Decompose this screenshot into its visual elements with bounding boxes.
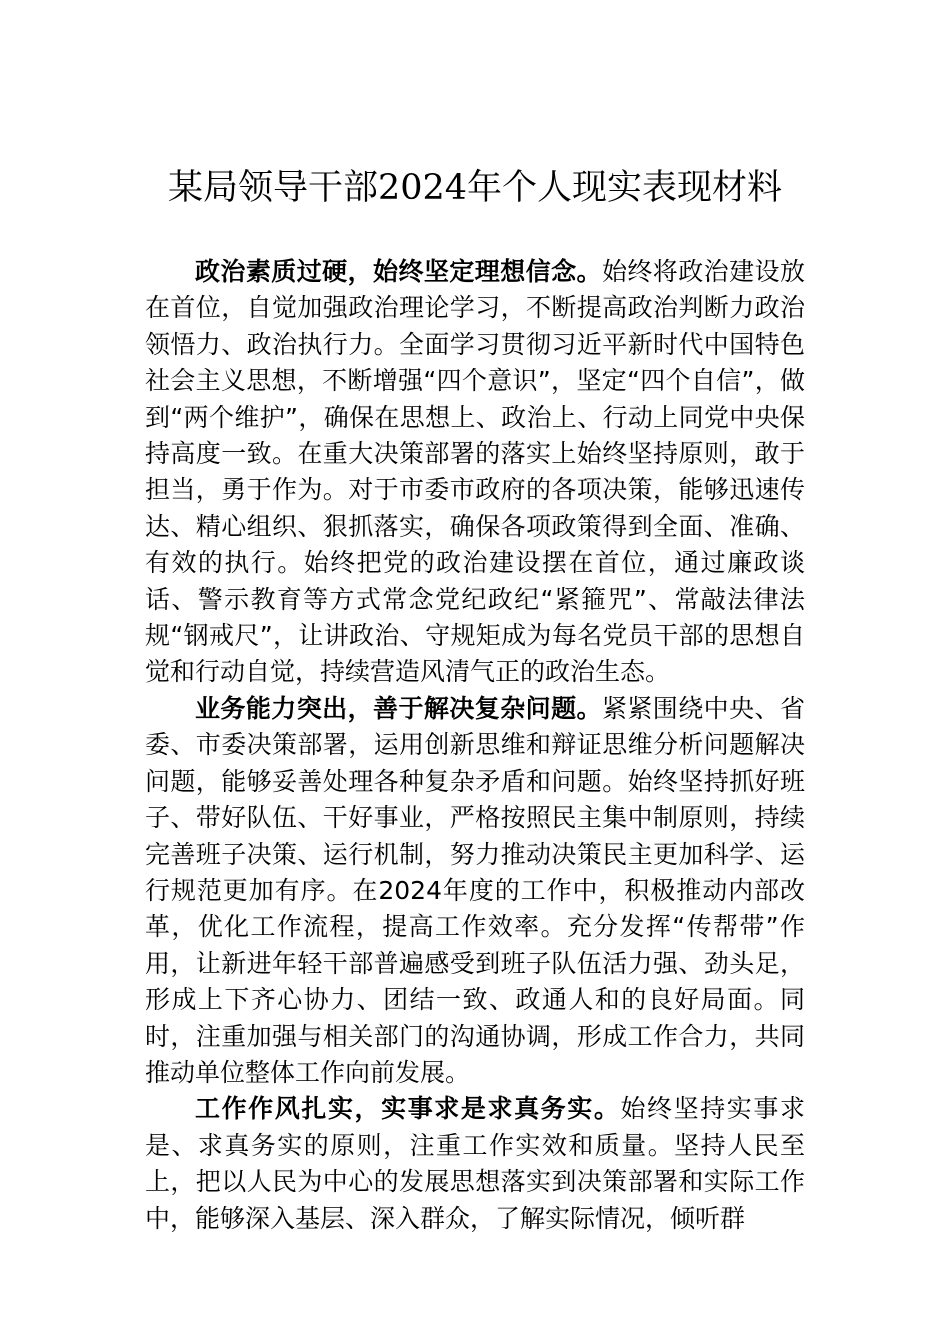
paragraph-business-ability (145, 691, 805, 1091)
paragraph-lead: 政治素质过硬，始终坚定理想信念。 (195, 257, 602, 286)
document-body (145, 254, 805, 1237)
paragraph-lead: 业务能力突出，善于解决复杂问题。 (195, 693, 602, 723)
paragraph-text: 始终将政治建设放在首位，自觉加强政治理论学习，不断提高政治判断力政治领悟力、政治执行力。全面学习贯彻习近平新时代中国特色社会主义思想，不断增强“四个意识”，坚定“四个自信”，做到“两个维护”，确保在思想上、政治上、行动上同党中央保持高度一致。在重大决策部署的落实上始终坚持原则，敢于担当，勇于作为。对于市委市政府的各项决策，能够迅速传达、精心组织、狠抓落实，确保各项政策得到全面、准确、有效的执行。始终把党的政治建设摆在首位，通过廉政谈话、警示教育等方式常念党纪政纪“紧箍咒”、常敲法律法规“钢戒尺”，让讲政治、守规矩成为每名党员干部的思想自觉和行动自觉，持续营造风清气正的政治生态。 (145, 257, 805, 687)
paragraph-work-style (145, 1091, 805, 1237)
paragraph-lead: 工作作风扎实，实事求是求真务实。 (195, 1094, 621, 1124)
document-title: 某局领导干部2024年个人现实表现材料 (167, 168, 783, 208)
paragraph-political-quality (145, 254, 805, 691)
paragraph-text: 紧紧围绕中央、省委、市委决策部署，运用创新思维和辩证思维分析问题解决问题，能够妥善处理各种复杂矛盾和问题。始终坚持抓好班子、带好队伍、干好事业，严格按照民主集中制原则，持续完善班子决策、运行机制，努力推动决策民主更加科学、运行规范更加有序。在2024年度的工作中，积极推动内部改革，优化工作流程，提高工作效率。充分发挥“传帮带”作用，让新进年轻干部普遍感受到班子队伍活力强、劲头足，形成上下齐心协力、团结一致、政通人和的良好局面。同时，注重加强与相关部门的沟通协调，形成工作合力，共同推动单位整体工作向前发展。 (145, 693, 805, 1087)
paragraph-text: 始终坚持实事求是、求真务实的原则，注重工作实效和质量。坚持人民至上，把以人民为中心的发展思想落实到决策部署和实际工作中，能够深入基层、深入群众，了解实际情况，倾听群 (145, 1094, 805, 1233)
